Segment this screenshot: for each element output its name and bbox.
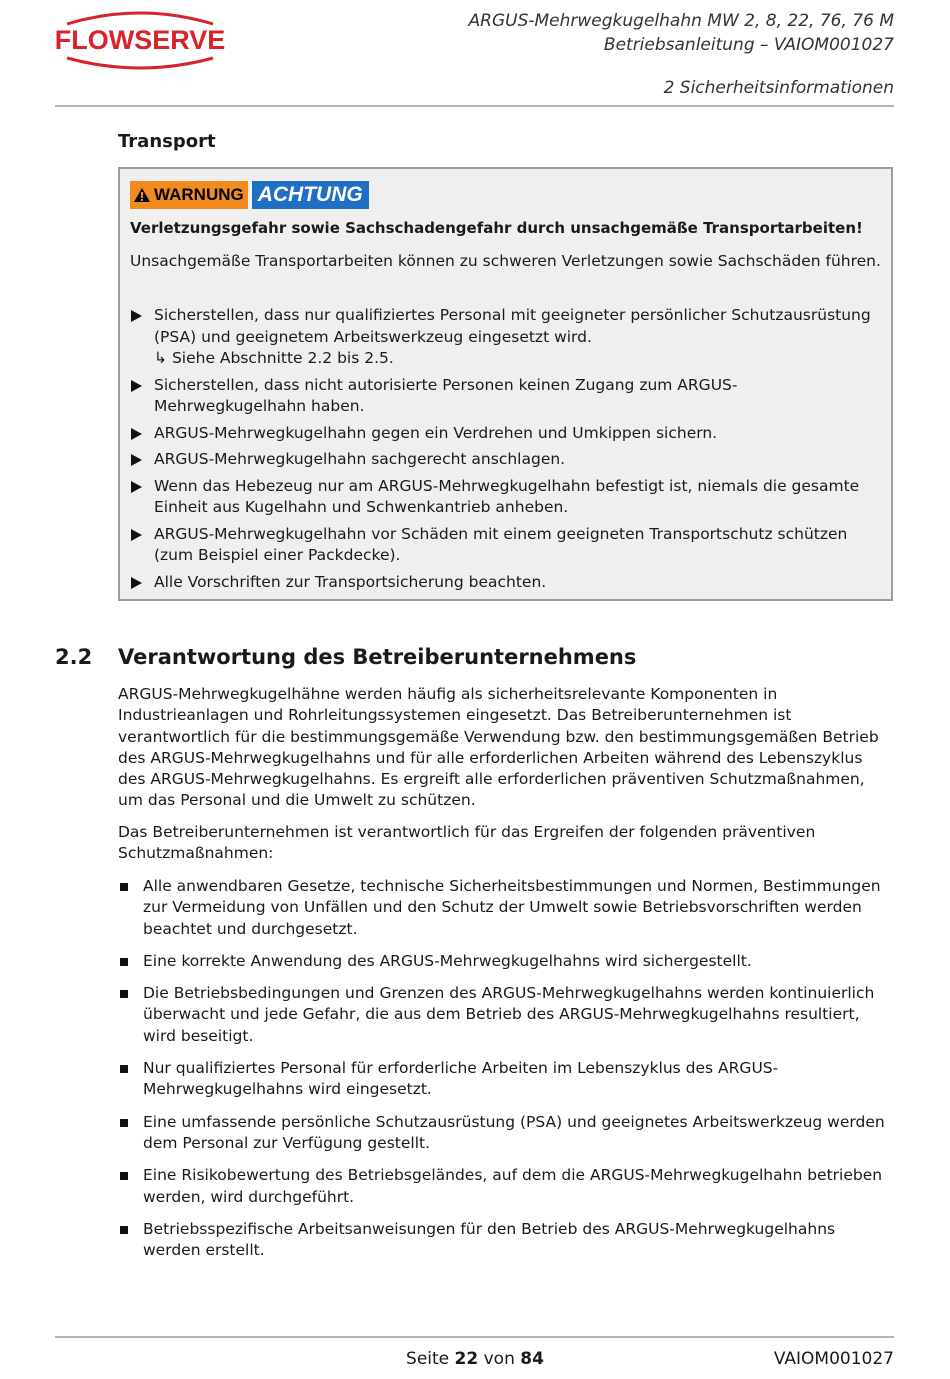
square-bullet-icon [120,883,128,891]
square-bullet-icon [120,958,128,966]
warning-lead: Verletzungsgefahr sowie Sachschadengefahr durch unsachgemäße Transportarbeiten! [130,219,863,237]
arrow-bullet-icon [131,380,142,392]
warning-box [118,167,893,601]
total-pages: 84 [520,1349,544,1369]
section-title: Verantwortung des Betreiberunternehmens [118,645,637,669]
doc-title-line1: ARGUS-Mehrwegkugelhahn MW 2, 8, 22, 76, 76 M [468,11,894,31]
transport-heading: Transport [118,131,216,152]
arrow-bullet-icon [131,529,142,541]
cross-reference[interactable]: ↳ Siehe Abschnitte 2.2 bis 2.5. [154,349,394,367]
reference-arrow-icon: ↳ [154,349,167,367]
list-item: ARGUS-Mehrwegkugelhahn gegen ein Verdrehen und Umkippen sichern. [130,423,885,445]
chapter-title: 2 Sicherheitsinformationen [663,78,894,98]
list-item: Eine Risikobewertung des Betriebsgeländes, auf dem die ARGUS-Mehrwegkugelhahn betrieben werden, wird durchgeführt. [118,1165,888,1208]
square-bullet-icon [120,1172,128,1180]
list-item: Eine korrekte Anwendung des ARGUS-Mehrwegkugelhahns wird sichergestellt. [118,951,888,972]
warning-text: Unsachgemäße Transportarbeiten können zu schweren Verletzungen sowie Sachschäden führen. [130,252,881,270]
list-item: Die Betriebsbedingungen und Grenzen des ARGUS-Mehrwegkugelhahns werden kontinuierlich überwacht und jede Gefahr, die aus dem Betrieb des ARGUS-Mehrwegkugelhahns resultiert, wird beseitigt. [118,983,888,1047]
warning-badge [130,181,248,209]
header-divider [55,105,894,107]
list-item: Betriebsspezifische Arbeitsanweisungen für den Betrieb des ARGUS-Mehrwegkugelhahns werden erstellt. [118,1219,888,1262]
list-item: Nur qualifiziertes Personal für erforderliche Arbeiten im Lebenszyklus des ARGUS-Mehrwegkugelhahns wird eingesetzt. [118,1058,888,1101]
list-item: ARGUS-Mehrwegkugelhahn vor Schäden mit einem geeigneten Transportschutz schützen (zum Beispiel einer Packdecke). [130,524,885,567]
section-paragraph: Das Betreiberunternehmen ist verantwortlich für das Ergreifen der folgenden präventiven Schutzmaßnahmen: [118,823,816,863]
arrow-bullet-icon [131,310,142,322]
section-paragraph: ARGUS-Mehrwegkugelhähne werden häufig als sicherheitsrelevante Komponenten in Industrieanlagen und Rohrleitungssystemen eingesetzt. Das Betreiberunternehmen ist verantwortlich für die bestimmungsgemäße Verwendung bzw. den bestimmungsgemäßen Betrieb des ARGUS-Mehrwegkugelhahns und für alle erforderlichen Arbeiten während des Lebenszyklus des ARGUS-Mehrwegkugelhahns. Es ergreift alle erforderlichen präventiven Schutzmaßnahmen, um das Personal und die Umwelt zu schützen. [118,685,879,810]
arrow-bullet-icon [131,577,142,589]
square-bullet-icon [120,990,128,998]
list-item: Sicherstellen, dass nicht autorisierte Personen keinen Zugang zum ARGUS-Mehrwegkugelhahn haben. [130,375,885,418]
arrow-bullet-icon [131,481,142,493]
square-bullet-icon [120,1119,128,1127]
footer-doc-id: VAIOM001027 [773,1349,894,1369]
arrow-bullet-icon [131,454,142,466]
square-bullet-icon [120,1065,128,1073]
list-item: ARGUS-Mehrwegkugelhahn sachgerecht anschlagen. [130,449,885,471]
transport-measures-list [130,305,885,598]
logo-wordmark: FLOWSERVE [55,25,225,55]
section-number: 2.2 [55,645,93,669]
doc-title-line2: Betriebsanleitung – VAIOM001027 [603,35,894,55]
arrow-bullet-icon [131,428,142,440]
warning-triangle-icon [133,187,151,203]
list-item: Sicherstellen, dass nur qualifiziertes Personal mit geeigneter persönlicher Schutzausrüstung (PSA) und geeignetem Arbeitswerkzeug eingesetzt wird. ↳ Siehe Abschnitte 2.2 bis 2.5. [130,305,885,370]
list-item: Alle anwendbaren Gesetze, technische Sicherheitsbestimmungen und Normen, Bestimmungen zur Vermeidung von Unfällen und den Schutz der Umwelt sowie Betriebsvorschriften werden beachtet und durchgesetzt. [118,876,888,940]
list-item: Eine umfassende persönliche Schutzausrüstung (PSA) und geeignetes Arbeitswerkzeug werden dem Personal zur Verfügung gestellt. [118,1112,888,1155]
square-bullet-icon [120,1226,128,1234]
current-page: 22 [454,1349,479,1369]
page-number: Seite 22 von 84 [406,1349,544,1369]
list-item: Wenn das Hebezeug nur am ARGUS-Mehrwegkugelhahn befestigt ist, niemals die gesamte Einheit aus Kugelhahn und Schwenkantrieb anheben. [130,476,885,519]
flowserve-logo [55,8,225,70]
operator-measures-list [118,876,888,1272]
footer-divider [55,1336,894,1338]
warning-badge-label: WARNUNG [154,185,244,204]
caution-badge: ACHTUNG [252,181,369,209]
hazard-badges [130,181,369,209]
list-item: Alle Vorschriften zur Transportsicherung beachten. [130,572,885,594]
